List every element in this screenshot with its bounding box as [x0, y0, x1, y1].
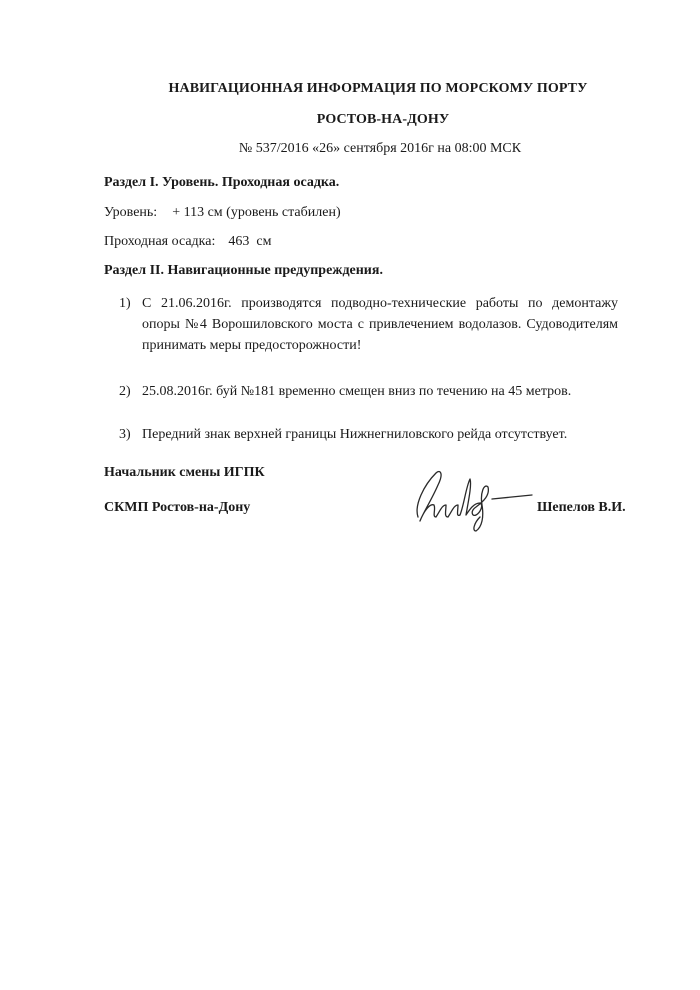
signer-name: Шепелов В.И. [537, 500, 626, 515]
handwritten-signature [400, 465, 535, 535]
document-title-line2: РОСТОВ-НА-ДОНУ [316, 112, 450, 127]
list-item-text: Передний знак верхней границы Нижнегниловского рейда отсутствует. [142, 427, 568, 442]
draft-field [104, 234, 271, 250]
list-item-text: С 21.06.2016г. производятся подводно-технические работы по демонтажу опоры №4 Ворошиловского моста с привлечением водолазов. Судоводителям принимать меры предосторожности! [142, 296, 618, 353]
list-item [104, 381, 618, 402]
section1-heading: Раздел I. Уровень. Проходная осадка. [104, 175, 340, 190]
level-field [104, 205, 341, 221]
list-item-number: 3) [119, 427, 131, 442]
list-item-number: 1) [119, 296, 131, 311]
draft-value: 463 см [228, 234, 272, 249]
list-item [104, 424, 618, 445]
section2-heading: Раздел II. Навигационные предупреждения. [104, 263, 383, 278]
document-number-date: № 537/2016 «26» сентября 2016г на 08:00 МСК [238, 141, 522, 156]
level-label: Уровень: [104, 205, 158, 220]
document-title-line1: НАВИГАЦИОННАЯ ИНФОРМАЦИЯ ПО МОРСКОМУ ПОРТУ [168, 81, 588, 96]
list-item-text: 25.08.2016г. буй №181 временно смещен вниз по течению на 45 метров. [142, 384, 572, 399]
list-item [104, 293, 618, 356]
level-value: + 113 см (уровень стабилен) [172, 205, 341, 220]
signer-position-line1: Начальник смены ИГПК [104, 465, 265, 480]
draft-label: Проходная осадка: [104, 234, 216, 249]
signer-position-line2: СКМП Ростов-на-Дону [104, 500, 251, 515]
warnings-list [104, 293, 618, 467]
list-item-number: 2) [119, 384, 131, 399]
